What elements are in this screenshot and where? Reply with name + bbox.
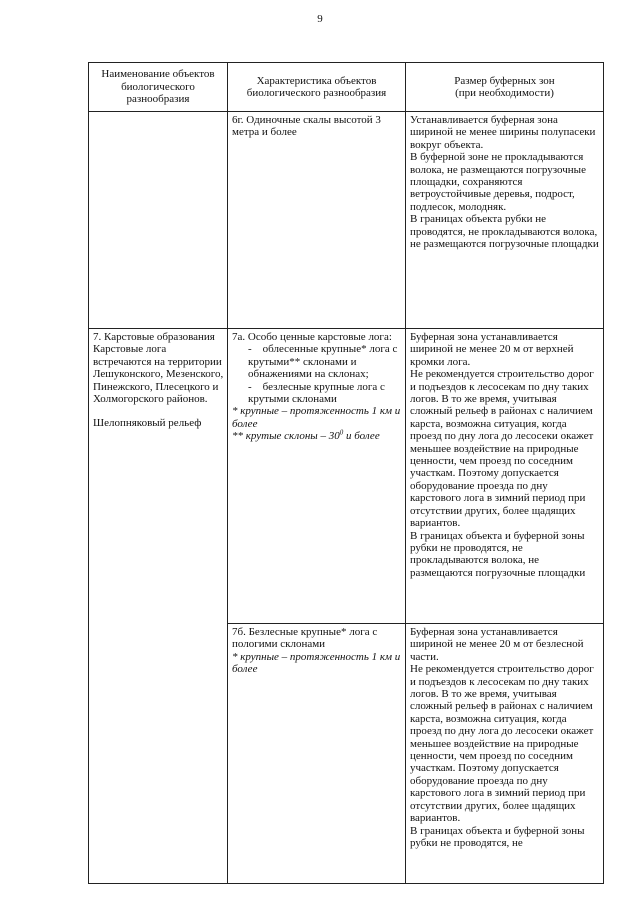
characteristic-7a-note-2: ** крутые склоны – $30^0$ и более: [232, 428, 380, 443]
cell-object-7: [89, 329, 228, 884]
buffer-6g-para-3: В границах объекта рубки не проводятся, не прокладываются волока, не размещаются погрузочные площадки: [410, 213, 599, 251]
buffer-7a-para-2: Не рекомендуется строительство дорог и подъездов к лесосекам по дну таких логов. В то же время, учитывая сложный рельеф в районах с наличием карста, возможна ситуация, когда проезд по дну лога до лесосеки окажет меньшее воздействие на природные ценности, чем проезд по соседним участкам. Поэтому допускается оборудование проезда по дну карстового лога в зимний период при отсутствии других, более щадящих вариантов.: [410, 368, 594, 530]
header-buffer-size-line2: (при необходимости): [455, 87, 554, 99]
buffer-7b-para-3: В границах объекта и буферной зоны рубки не проводятся, не: [410, 824, 585, 849]
cell-buffer-7a: [406, 329, 604, 624]
characteristic-7a-item-1: - облесенные крупные* лога с крутыми** склонами и обнажениями на склонах;: [248, 343, 398, 381]
table-header-row: [89, 63, 604, 112]
header-buffer-size-line1: Размер буферных зон: [454, 74, 555, 87]
characteristic-7a-item-2: - безлесные крупные лога с крутыми склонами: [248, 380, 385, 406]
table-row-6g: [89, 112, 604, 329]
characteristic-7a-note-1: * крупные – протяженность 1 км и более: [232, 405, 401, 430]
buffer-6g-para-1: Устанавливается буферная зона шириной не менее ширины полупасеки вокруг объекта.: [410, 114, 596, 151]
cell-buffer-6g: [406, 112, 604, 329]
cell-object-empty: [89, 112, 228, 329]
biodiversity-table: [88, 62, 604, 884]
buffer-7a-para-3: В границах объекта и буферной зоны рубки не проводятся, не прокладываются волока, не размещаются погрузочные площадки: [410, 529, 586, 579]
header-buffer-size: [406, 63, 604, 112]
page-number: 9: [317, 13, 323, 25]
characteristic-7b-note: * крупные – протяженность 1 км и более: [232, 650, 401, 676]
header-characteristic: Характеристика объектов биологического разнообразия: [228, 63, 406, 112]
characteristic-7b-title: 7б. Безлесные крупные* лога с пологими склонами: [232, 626, 378, 651]
cell-buffer-7b: [406, 624, 604, 884]
table-row-7a: [89, 329, 604, 624]
buffer-7b-para-1: Буферная зона устанавливается шириной не менее 20 м от безлесной части.: [410, 626, 584, 663]
object-7-relief: Шелопняковый рельеф: [93, 417, 202, 430]
cell-characteristic-7a: [228, 329, 406, 624]
buffer-7b-para-2: Не рекомендуется строительство дорог и подъездов к лесосекам по дну таких логов. В то же время, учитывая сложный рельеф в районах с наличием карста, возможна ситуация, когда проезд по дну лога до лесосеки окажет меньшее воздействие на природные ценности, чем проезд по соседним участкам. Поэтому допускается оборудование проезда по дну карстового лога в зимний период при отсутствии других, более щадящих вариантов.: [410, 663, 594, 825]
object-7-location: Карстовые лога встречаются на территории Лешуконского, Мезенского, Пинежского, Плесецкого и Холмогорского районов.: [93, 343, 224, 406]
buffer-6g-para-2: В буферной зоне не прокладываются волока, не размещаются погрузочные площадки, сохраняются ветроустойчивые деревья, подрост, подлесок, молодняк.: [410, 151, 586, 213]
buffer-7a-para-1: Буферная зона устанавливается шириной не менее 20 м от верхней кромки лога.: [410, 331, 574, 368]
characteristic-6g: 6г. Одиночные скалы высотой 3 метра и более: [232, 114, 381, 139]
characteristic-7a-title: 7а. Особо ценные карстовые лога:: [232, 331, 392, 343]
object-7-title: 7. Карстовые образования: [93, 331, 215, 343]
cell-characteristic-6g: [228, 112, 406, 329]
cell-characteristic-7b: [228, 624, 406, 884]
header-object-name: Наименование объектов биологического разнообразия: [89, 63, 228, 112]
